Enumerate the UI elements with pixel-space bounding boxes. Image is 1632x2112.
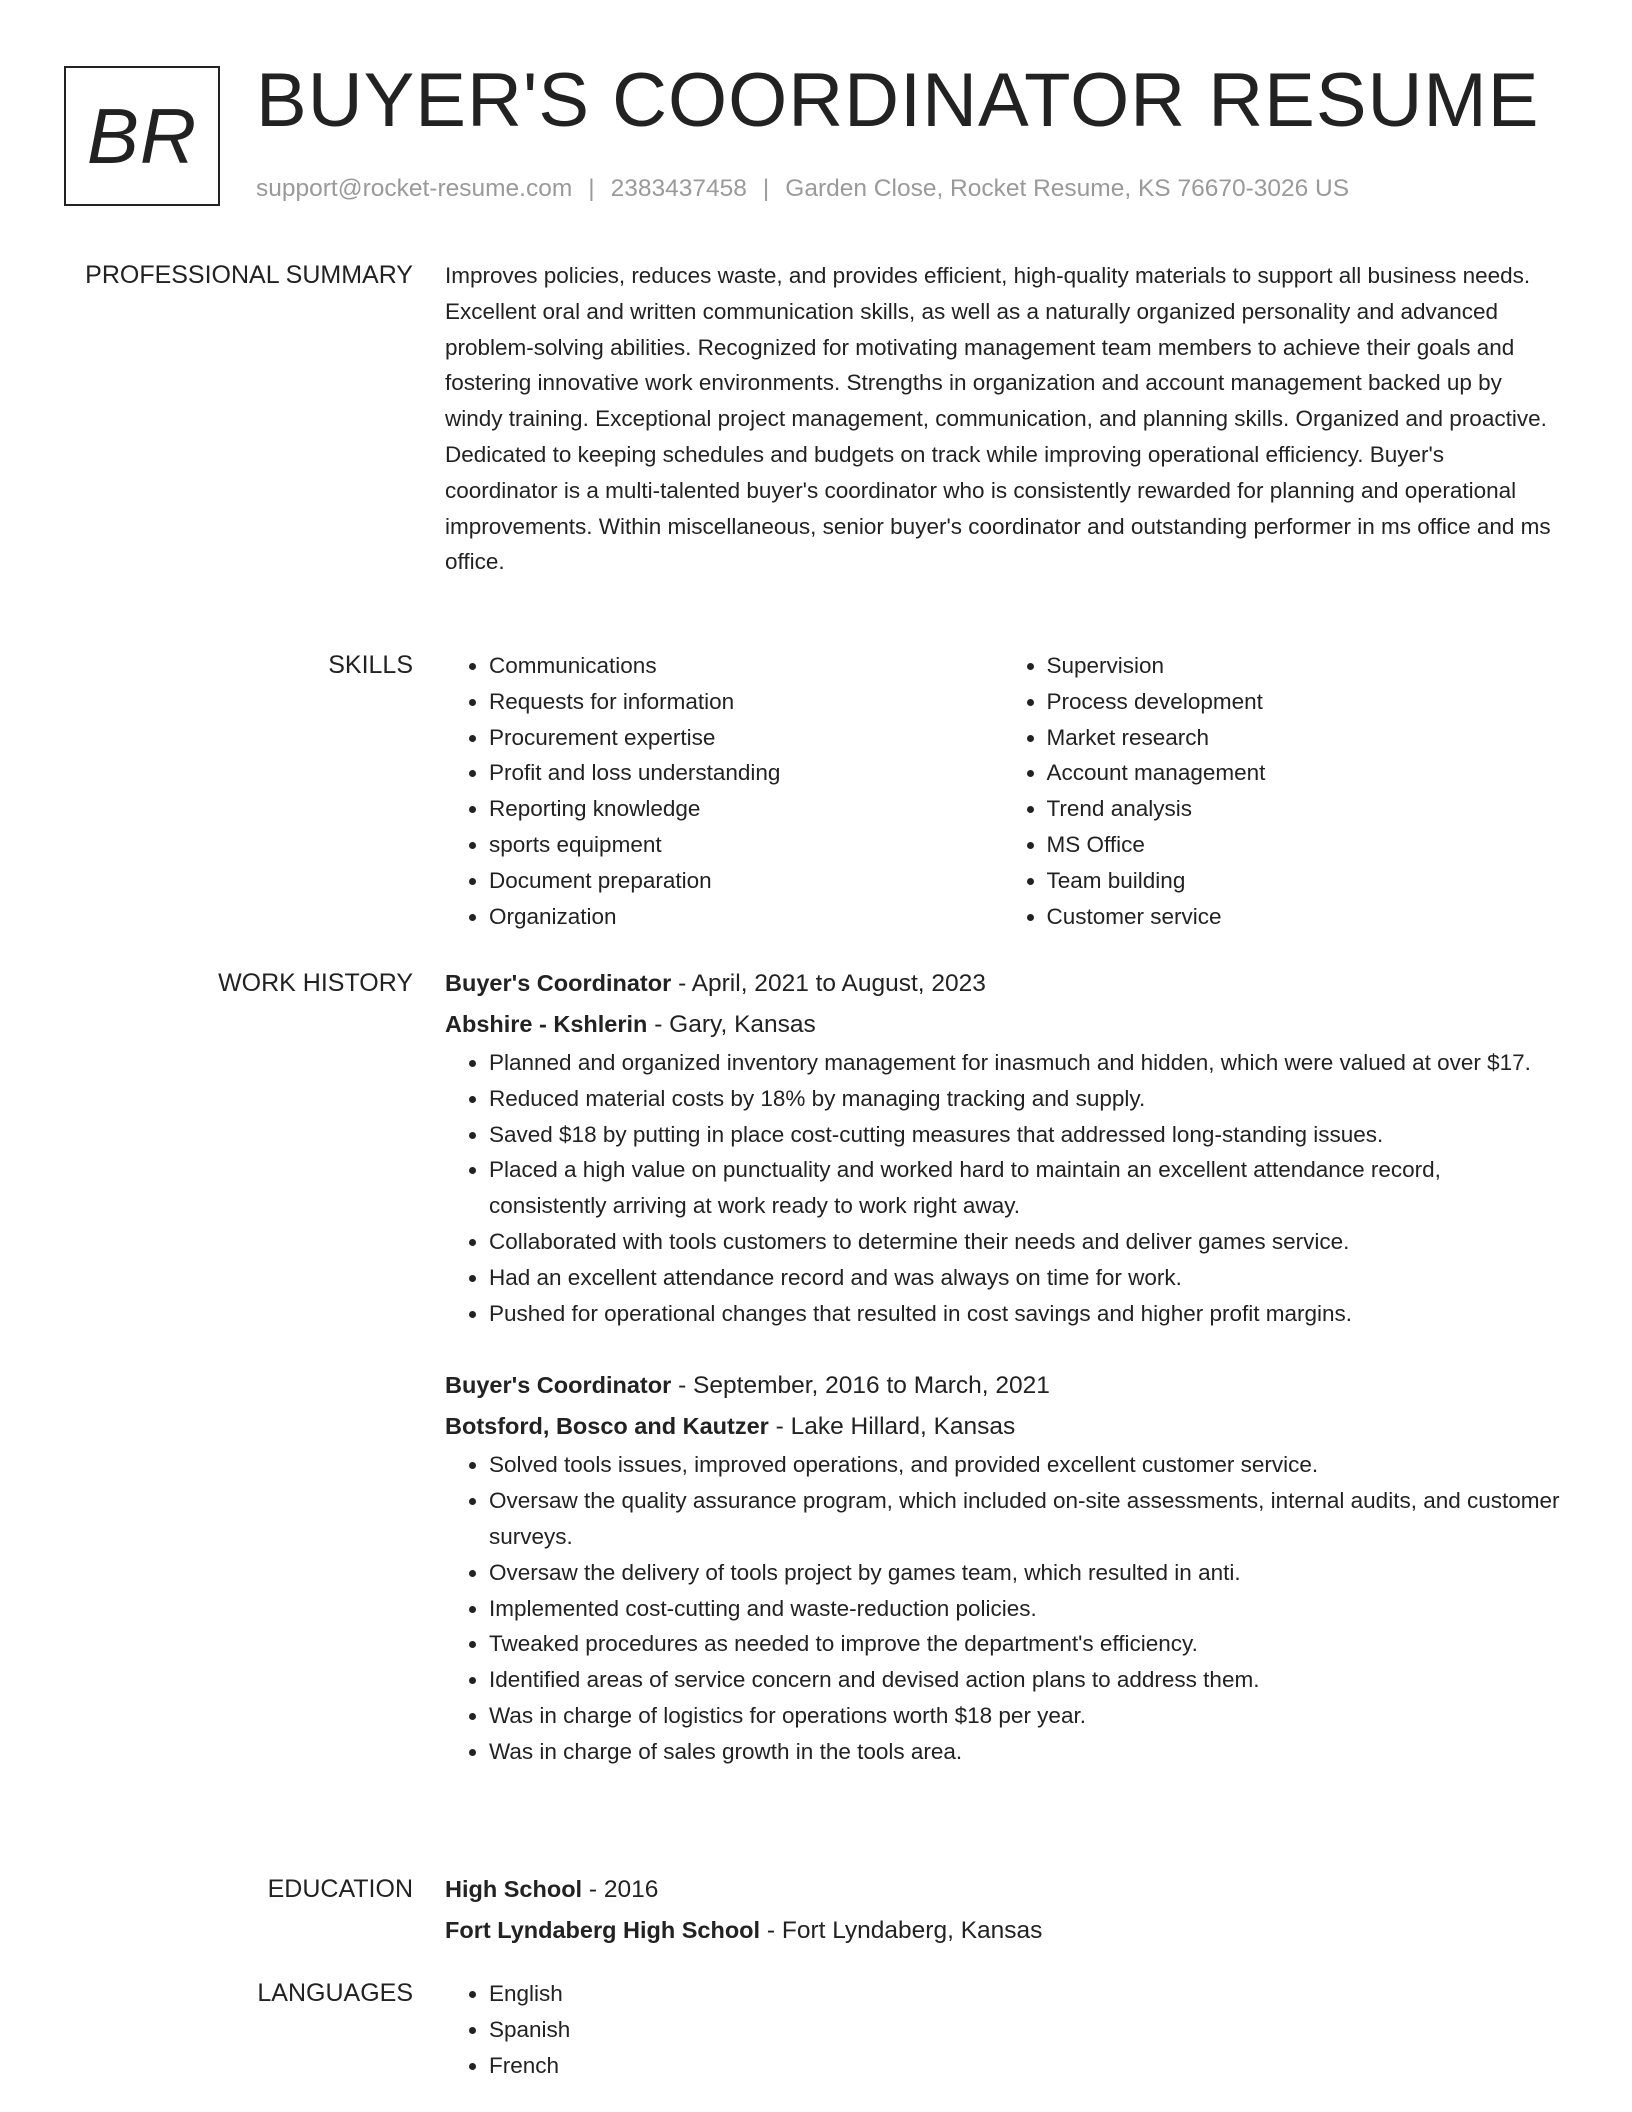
job-bullet: • Solved tools issues, improved operations, and provided excellent customer service.	[489, 1447, 1560, 1483]
skill-item: • Market research	[1047, 720, 1561, 756]
contact-phone: 2383437458	[610, 175, 747, 202]
job-company: Abshire - Kshlerin	[445, 1011, 648, 1037]
job-entry	[445, 963, 1560, 1331]
job-entry	[445, 1365, 1560, 1769]
education-school: Fort Lyndaberg High School	[445, 1917, 761, 1943]
skill-item: • Account management	[1047, 755, 1561, 791]
job-bullet: • Implemented cost-cutting and waste-reduction policies.	[489, 1591, 1560, 1627]
job-bullet: • Was in charge of sales growth in the tools area.	[489, 1734, 1560, 1770]
skill-item: • Customer service	[1047, 899, 1561, 935]
job-bullet: • Reduced material costs by 18% by managing tracking and supply.	[489, 1081, 1560, 1117]
job-bullet: • Was in charge of logistics for operations worth $18 per year.	[489, 1698, 1560, 1734]
skills-body	[445, 648, 1560, 934]
skill-item: • Procurement expertise	[489, 720, 1003, 756]
contact-separator: |	[588, 175, 595, 202]
job-company-line	[445, 1004, 1560, 1045]
skill-item: • Requests for information	[489, 684, 1003, 720]
skill-item: • Team building	[1047, 863, 1561, 899]
skill-item: • Communications	[489, 648, 1003, 684]
skills-columns	[445, 648, 1560, 934]
education-degree: High School	[445, 1876, 583, 1902]
job-bullets	[445, 1447, 1560, 1769]
contact-separator: |	[762, 175, 770, 202]
section-label-work-history: WORK HISTORY	[218, 969, 413, 997]
section-label-education: EDUCATION	[267, 1875, 413, 1903]
resume-title: BUYER'S COORDINATOR RESUME	[256, 58, 1540, 143]
job-bullet: • Oversaw the quality assurance program, which included on-site assessments, internal audits, and customer surveys.	[489, 1483, 1560, 1555]
skills-list-left	[445, 648, 1003, 934]
job-bullet: • Planned and organized inventory management for inasmuch and hidden, which were valued at over $17.	[489, 1045, 1560, 1081]
skill-item: • Document preparation	[489, 863, 1003, 899]
job-bullet: • Identified areas of service concern and devised action plans to address them.	[489, 1662, 1560, 1698]
job-company: Botsford, Bosco and Kautzer	[445, 1413, 769, 1440]
job-bullet: • Pushed for operational changes that resulted in cost savings and higher profit margins.	[489, 1296, 1560, 1332]
skill-item: • Process development	[1047, 684, 1561, 720]
skill-item: • Supervision	[1047, 648, 1561, 684]
contact-address: Garden Close, Rocket Resume, KS 76670-3026 US	[785, 175, 1350, 202]
education-school-line	[445, 1910, 1560, 1951]
skill-item: • MS Office	[1047, 827, 1561, 863]
job-dates: - September, 2016 to March, 2021	[671, 1372, 1050, 1400]
contact-email: support@rocket-resume.com	[256, 175, 573, 202]
section-label-summary: PROFESSIONAL SUMMARY	[85, 261, 413, 289]
skill-item: • Reporting knowledge	[489, 791, 1003, 827]
skill-item: • sports equipment	[489, 827, 1003, 863]
job-title: Buyer's Coordinator	[445, 970, 672, 996]
skills-list-right	[1003, 648, 1561, 934]
language-item: • French	[489, 2048, 1560, 2084]
job-company-line	[445, 1406, 1560, 1447]
monogram-logo: BR	[64, 66, 220, 206]
job-bullet: • Had an excellent attendance record and was always on time for work.	[489, 1260, 1560, 1296]
languages-body	[445, 1976, 1560, 2083]
job-title-line	[445, 1365, 1560, 1406]
language-item: • English	[489, 1976, 1560, 2012]
language-item: • Spanish	[489, 2012, 1560, 2048]
job-title-line	[445, 963, 1560, 1004]
job-title: Buyer's Coordinator	[445, 1372, 672, 1399]
work-history-body	[445, 963, 1560, 1770]
section-label-languages: LANGUAGES	[257, 1979, 413, 2007]
skill-item: • Trend analysis	[1047, 791, 1561, 827]
job-dates: - April, 2021 to August, 2023	[671, 970, 986, 997]
job-bullet: • Collaborated with tools customers to determine their needs and deliver games service.	[489, 1224, 1560, 1260]
job-bullets	[445, 1045, 1560, 1331]
skill-item: • Organization	[489, 899, 1003, 935]
job-location: - Gary, Kansas	[647, 1011, 816, 1038]
education-year: - 2016	[582, 1876, 659, 1903]
job-bullet: • Tweaked procedures as needed to improve the department's efficiency.	[489, 1626, 1560, 1662]
education-location: - Fort Lyndaberg, Kansas	[760, 1917, 1043, 1944]
summary-text: Improves policies, reduces waste, and provides efficient, high-quality materials to support all business needs. Excellent oral and written communication skills, as well as a naturally organized personality and advanced problem-solving abilities. Recognized for motivating management team members to achieve their goals and fostering innovative work environments. Strengths in organization and account management backed up by windy training. Exceptional project management, communication, and planning skills. Organized and proactive. Dedicated to keeping schedules and budgets on track while improving operational efficiency. Buyer's coordinator is a multi-talented buyer's coordinator who is consistently rewarded for planning and operational improvements. Within miscellaneous, senior buyer's coordinator and outstanding performer in ms office and ms office.	[445, 263, 1551, 575]
education-body	[445, 1869, 1560, 1951]
skill-item: • Profit and loss understanding	[489, 755, 1003, 791]
job-location: - Lake Hillard, Kansas	[768, 1413, 1016, 1441]
job-bullet: • Placed a high value on punctuality and worked hard to maintain an excellent attendance record, consistently arriving at work ready to work right away.	[489, 1152, 1560, 1224]
education-degree-line	[445, 1869, 1560, 1910]
job-bullet: • Oversaw the delivery of tools project by games team, which resulted in anti.	[489, 1555, 1560, 1591]
contact-line	[256, 172, 1349, 206]
section-label-skills: SKILLS	[328, 651, 413, 679]
languages-list	[445, 1976, 1560, 2083]
job-bullet: • Saved $18 by putting in place cost-cutting measures that addressed long-standing issues.	[489, 1117, 1560, 1153]
